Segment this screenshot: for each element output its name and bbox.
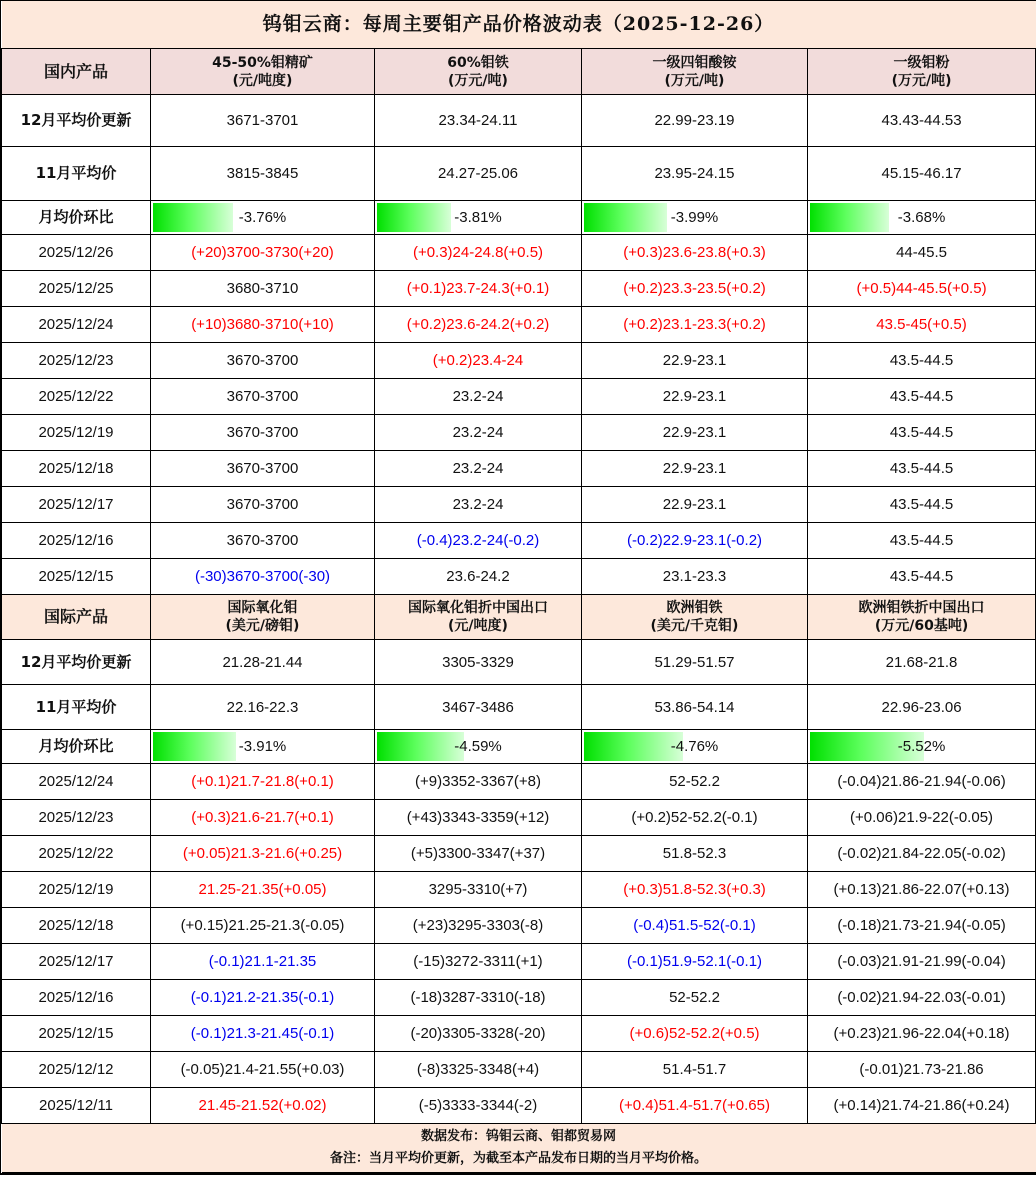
price-cell: 22.16-22.3 [151, 685, 375, 730]
data-bar [584, 203, 667, 232]
international-nov-avg-row [2, 685, 1036, 730]
date-cell: 2025/12/11 [2, 1088, 151, 1124]
data-bar [584, 732, 683, 761]
date-cell: 2025/12/23 [2, 800, 151, 836]
date-cell: 2025/12/16 [2, 980, 151, 1016]
price-change-cell: 43.5-44.5 [808, 523, 1036, 559]
date-cell: 2025/12/25 [2, 271, 151, 307]
mom-value: -5.52% [897, 738, 946, 755]
column-unit: (元/吨度) [232, 72, 293, 89]
column-unit: (万元/60基吨) [874, 618, 969, 634]
price-change-cell: 43.5-44.5 [808, 415, 1036, 451]
table-row [2, 944, 1036, 980]
column-unit: (万元/吨) [891, 72, 952, 89]
mom-cell [808, 730, 1036, 764]
price-change-cell: 22.9-23.1 [582, 343, 808, 379]
price-change-cell: (-0.4)51.5-52(-0.1) [582, 908, 808, 944]
price-change-cell: (-0.18)21.73-21.94(-0.05) [808, 908, 1036, 944]
table-row [2, 559, 1036, 595]
column-name: 一级钼粉 [893, 54, 950, 71]
price-cell: 22.99-23.19 [582, 95, 808, 147]
price-change-cell: (+0.5)44-45.5(+0.5) [808, 271, 1036, 307]
price-cell: 51.29-51.57 [582, 640, 808, 685]
mom-cell [582, 201, 808, 235]
table-title: 钨钼云商：每周主要钼产品价格波动表（2025-12-26） [2, 1, 1036, 49]
price-cell: 43.43-44.53 [808, 95, 1036, 147]
international-mom-row [2, 730, 1036, 764]
price-change-cell: (-0.05)21.4-21.55(+0.03) [151, 1052, 375, 1088]
mom-cell [151, 201, 375, 235]
footnote: 备注：当月平均价更新，为截至本产品发布日期的当月平均价格。 [330, 1151, 708, 1166]
mom-value: -4.59% [454, 738, 502, 755]
price-change-cell: (-15)3272-3311(+1) [375, 944, 582, 980]
date-cell: 2025/12/24 [2, 764, 151, 800]
price-change-cell: 3295-3310(+7) [375, 872, 582, 908]
price-change-cell: (+0.3)24-24.8(+0.5) [375, 235, 582, 271]
price-change-cell: (+0.3)51.8-52.3(+0.3) [582, 872, 808, 908]
price-cell: 3671-3701 [151, 95, 375, 147]
price-change-cell: (+0.13)21.86-22.07(+0.13) [808, 872, 1036, 908]
row-label: 12月平均价更新 [2, 640, 151, 685]
column-header [151, 595, 375, 640]
price-cell: 3305-3329 [375, 640, 582, 685]
mom-value: -3.99% [670, 209, 719, 226]
domestic-section-label: 国内产品 [2, 49, 151, 95]
date-cell: 2025/12/17 [2, 944, 151, 980]
column-header [582, 595, 808, 640]
column-unit: (万元/吨) [448, 72, 508, 89]
footer-row [2, 1124, 1036, 1173]
price-change-cell: 21.25-21.35(+0.05) [151, 872, 375, 908]
price-change-cell: (+0.23)21.96-22.04(+0.18) [808, 1016, 1036, 1052]
column-header [151, 49, 375, 95]
price-change-cell: 22.9-23.1 [582, 487, 808, 523]
price-change-cell: 44-45.5 [808, 235, 1036, 271]
molybdenum-price-table [1, 1, 1036, 1173]
row-label: 12月平均价更新 [2, 95, 151, 147]
price-change-cell: 52-52.2 [582, 764, 808, 800]
price-change-cell: (+0.2)23.3-23.5(+0.2) [582, 271, 808, 307]
mom-value: -3.81% [454, 209, 502, 226]
price-change-cell: 3670-3700 [151, 523, 375, 559]
date-cell: 2025/12/22 [2, 379, 151, 415]
date-cell: 2025/12/15 [2, 559, 151, 595]
price-change-cell: 22.9-23.1 [582, 451, 808, 487]
date-cell: 2025/12/26 [2, 235, 151, 271]
price-change-cell: 23.2-24 [375, 487, 582, 523]
column-unit: (美元/磅钼) [225, 618, 300, 634]
price-change-cell: (-0.04)21.86-21.94(-0.06) [808, 764, 1036, 800]
price-change-cell: (-0.4)23.2-24(-0.2) [375, 523, 582, 559]
price-change-cell: (+0.3)23.6-23.8(+0.3) [582, 235, 808, 271]
date-cell: 2025/12/16 [2, 523, 151, 559]
mom-cell [151, 730, 375, 764]
column-header [582, 49, 808, 95]
price-change-cell: (+0.2)23.6-24.2(+0.2) [375, 307, 582, 343]
price-change-cell: (-0.02)21.94-22.03(-0.01) [808, 980, 1036, 1016]
price-change-cell: 3670-3700 [151, 451, 375, 487]
price-change-cell: 3670-3700 [151, 379, 375, 415]
price-change-cell: (-0.1)21.3-21.45(-0.1) [151, 1016, 375, 1052]
price-change-cell: (+0.05)21.3-21.6(+0.25) [151, 836, 375, 872]
price-cell: 3467-3486 [375, 685, 582, 730]
price-change-cell: 22.9-23.1 [582, 379, 808, 415]
mom-value: -3.76% [238, 209, 287, 226]
table-row [2, 908, 1036, 944]
table-row [2, 451, 1036, 487]
table-row [2, 1016, 1036, 1052]
price-change-cell: 3670-3700 [151, 343, 375, 379]
price-cell: 53.86-54.14 [582, 685, 808, 730]
price-change-cell: 52-52.2 [582, 980, 808, 1016]
table-row [2, 343, 1036, 379]
column-name: 国际氧化钼折中国出口 [408, 600, 548, 616]
price-change-cell: 21.45-21.52(+0.02) [151, 1088, 375, 1124]
column-unit: (美元/千克钼) [650, 618, 739, 634]
price-change-cell: 3670-3700 [151, 415, 375, 451]
table-row [2, 271, 1036, 307]
column-header [808, 595, 1036, 640]
domestic-header-row [2, 49, 1036, 95]
date-cell: 2025/12/18 [2, 451, 151, 487]
price-change-cell: (+0.2)23.1-23.3(+0.2) [582, 307, 808, 343]
price-change-cell: (+5)3300-3347(+37) [375, 836, 582, 872]
price-change-cell: 3680-3710 [151, 271, 375, 307]
mom-value: -4.76% [670, 738, 719, 755]
column-name: 45-50%钼精矿 [212, 54, 313, 71]
international-dec-avg-row [2, 640, 1036, 685]
column-name: 60%钼铁 [447, 54, 509, 71]
price-change-cell: (-0.02)21.84-22.05(-0.02) [808, 836, 1036, 872]
price-change-cell: 43.5-44.5 [808, 559, 1036, 595]
footer-notes [2, 1124, 1036, 1173]
table-row [2, 415, 1036, 451]
table-row [2, 764, 1036, 800]
price-change-cell: 22.9-23.1 [582, 415, 808, 451]
mom-cell [582, 730, 808, 764]
date-cell: 2025/12/12 [2, 1052, 151, 1088]
mom-value: -3.68% [897, 209, 946, 226]
price-change-cell: 23.6-24.2 [375, 559, 582, 595]
price-change-cell: (-0.1)21.1-21.35 [151, 944, 375, 980]
price-change-cell: 43.5-44.5 [808, 487, 1036, 523]
data-bar [377, 732, 464, 761]
column-header [375, 595, 582, 640]
price-change-cell: (+0.2)23.4-24 [375, 343, 582, 379]
table-row [2, 872, 1036, 908]
price-change-cell: (+0.2)52-52.2(-0.1) [582, 800, 808, 836]
table-row [2, 1052, 1036, 1088]
price-change-cell: (+0.3)21.6-21.7(+0.1) [151, 800, 375, 836]
price-change-cell: 23.1-23.3 [582, 559, 808, 595]
price-change-cell: (+10)3680-3710(+10) [151, 307, 375, 343]
column-header [808, 49, 1036, 95]
data-source: 数据发布：钨钼云商、钼都贸易网 [421, 1129, 617, 1144]
date-cell: 2025/12/17 [2, 487, 151, 523]
price-change-cell: (+23)3295-3303(-8) [375, 908, 582, 944]
price-change-cell: (+0.1)21.7-21.8(+0.1) [151, 764, 375, 800]
price-change-cell: 43.5-44.5 [808, 379, 1036, 415]
table-row [2, 307, 1036, 343]
price-change-cell: (-0.01)21.73-21.86 [808, 1052, 1036, 1088]
price-change-cell: 51.8-52.3 [582, 836, 808, 872]
date-cell: 2025/12/19 [2, 872, 151, 908]
price-change-cell: (+20)3700-3730(+20) [151, 235, 375, 271]
row-label: 11月平均价 [2, 685, 151, 730]
price-cell: 23.95-24.15 [582, 147, 808, 201]
data-bar [377, 203, 451, 232]
price-change-cell: (-0.03)21.91-21.99(-0.04) [808, 944, 1036, 980]
price-cell: 21.68-21.8 [808, 640, 1036, 685]
price-change-cell: (+0.15)21.25-21.3(-0.05) [151, 908, 375, 944]
row-label: 月均价环比 [2, 730, 151, 764]
price-change-cell: 43.5-44.5 [808, 451, 1036, 487]
data-bar [810, 203, 889, 232]
price-change-cell: (+0.4)51.4-51.7(+0.65) [582, 1088, 808, 1124]
date-cell: 2025/12/24 [2, 307, 151, 343]
price-cell: 22.96-23.06 [808, 685, 1036, 730]
price-change-cell: 51.4-51.7 [582, 1052, 808, 1088]
table-row [2, 235, 1036, 271]
price-change-cell: (+0.1)23.7-24.3(+0.1) [375, 271, 582, 307]
price-cell: 24.27-25.06 [375, 147, 582, 201]
price-cell: 3815-3845 [151, 147, 375, 201]
price-change-cell: 43.5-45(+0.5) [808, 307, 1036, 343]
price-change-cell: (+0.14)21.74-21.86(+0.24) [808, 1088, 1036, 1124]
international-section-label: 国际产品 [2, 595, 151, 640]
price-change-cell: (-20)3305-3328(-20) [375, 1016, 582, 1052]
price-change-cell: (+0.06)21.9-22(-0.05) [808, 800, 1036, 836]
price-change-cell: 23.2-24 [375, 415, 582, 451]
price-cell: 23.34-24.11 [375, 95, 582, 147]
date-cell: 2025/12/22 [2, 836, 151, 872]
price-change-cell: 23.2-24 [375, 451, 582, 487]
price-change-cell: (-0.1)51.9-52.1(-0.1) [582, 944, 808, 980]
table-row [2, 487, 1036, 523]
price-change-cell: 43.5-44.5 [808, 343, 1036, 379]
table-row [2, 800, 1036, 836]
price-change-cell: (-30)3670-3700(-30) [151, 559, 375, 595]
price-change-cell: 3670-3700 [151, 487, 375, 523]
column-header [375, 49, 582, 95]
mom-value: -3.91% [238, 738, 287, 755]
price-change-cell: (-18)3287-3310(-18) [375, 980, 582, 1016]
price-change-cell: (-0.2)22.9-23.1(-0.2) [582, 523, 808, 559]
data-bar [153, 732, 236, 761]
date-cell: 2025/12/18 [2, 908, 151, 944]
table-row [2, 1088, 1036, 1124]
price-change-cell: (-5)3333-3344(-2) [375, 1088, 582, 1124]
international-header-row [2, 595, 1036, 640]
column-name: 一级四钼酸铵 [652, 54, 737, 71]
mom-cell [375, 201, 582, 235]
price-change-cell: (+9)3352-3367(+8) [375, 764, 582, 800]
price-change-cell: (+43)3343-3359(+12) [375, 800, 582, 836]
mom-cell [808, 201, 1036, 235]
price-change-cell: (-8)3325-3348(+4) [375, 1052, 582, 1088]
row-label: 11月平均价 [2, 147, 151, 201]
table-row [2, 379, 1036, 415]
mom-cell [375, 730, 582, 764]
date-cell: 2025/12/19 [2, 415, 151, 451]
domestic-dec-avg-row [2, 95, 1036, 147]
row-label: 月均价环比 [2, 201, 151, 235]
price-cell: 21.28-21.44 [151, 640, 375, 685]
date-cell: 2025/12/23 [2, 343, 151, 379]
data-bar [153, 203, 233, 232]
price-change-cell: 23.2-24 [375, 379, 582, 415]
price-change-cell: (-0.1)21.2-21.35(-0.1) [151, 980, 375, 1016]
column-name: 欧洲钼铁 [666, 600, 723, 616]
table-row [2, 523, 1036, 559]
column-name: 国际氧化钼 [227, 600, 298, 616]
table-row [2, 836, 1036, 872]
column-unit: (元/吨度) [448, 618, 508, 634]
domestic-nov-avg-row [2, 147, 1036, 201]
column-unit: (万元/吨) [664, 72, 725, 89]
price-change-cell: (+0.6)52-52.2(+0.5) [582, 1016, 808, 1052]
table-row [2, 980, 1036, 1016]
domestic-mom-row [2, 201, 1036, 235]
price-cell: 45.15-46.17 [808, 147, 1036, 201]
date-cell: 2025/12/15 [2, 1016, 151, 1052]
column-name: 欧洲钼铁折中国出口 [858, 600, 985, 616]
